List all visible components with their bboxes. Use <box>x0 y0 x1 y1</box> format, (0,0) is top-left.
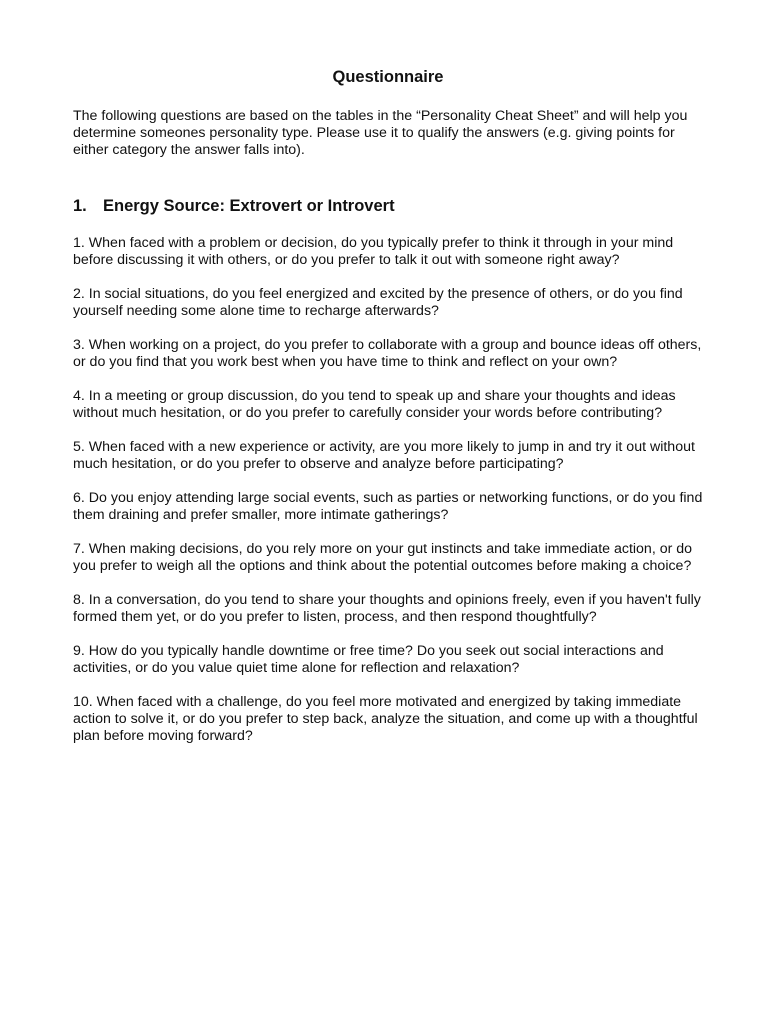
question-item: 4. In a meeting or group discussion, do you tend to speak up and share your thoughts and ideas without much hesitation, or do you prefer to carefully consider your words before contributing? <box>73 388 676 421</box>
intro-paragraph: The following questions are based on the tables in the “Personality Cheat Sheet” and will help you determine someones personality type. Please use it to qualify the answers (e.g. giving points for either category the answer falls into). <box>73 108 688 158</box>
section-heading <box>73 195 703 217</box>
question-item: 2. In social situations, do you feel energized and excited by the presence of others, or do you find yourself needing some alone time to recharge afterwards? <box>73 286 683 319</box>
document-page <box>73 66 703 762</box>
question-item: 3. When working on a project, do you prefer to collaborate with a group and bounce ideas off others, or do you find that you work best when you have time to think and reflect on your own? <box>73 337 702 370</box>
question-item: 9. How do you typically handle downtime or free time? Do you seek out social interactions and activities, or do you value quiet time alone for reflection and relaxation? <box>73 643 664 676</box>
section-number: 1. <box>73 197 87 215</box>
document-title: Questionnaire <box>332 68 444 86</box>
question-item: 7. When making decisions, do you rely more on your gut instincts and take immediate action, or do you prefer to weigh all the options and think about the potential outcomes before making a choice? <box>73 541 693 574</box>
question-item: 6. Do you enjoy attending large social events, such as parties or networking functions, or do you find them draining and prefer smaller, more intimate gatherings? <box>73 490 703 523</box>
question-item: 8. In a conversation, do you tend to share your thoughts and opinions freely, even if you haven't fully formed them yet, or do you prefer to listen, process, and then respond thoughtfully? <box>73 592 701 625</box>
question-list <box>73 235 703 745</box>
section-title: Energy Source: Extrovert or Introvert <box>103 197 395 215</box>
question-item: 1. When faced with a problem or decision, do you typically prefer to think it through in your mind before discussing it with others, or do you prefer to talk it out with someone right away? <box>73 235 674 268</box>
question-item: 5. When faced with a new experience or activity, are you more likely to jump in and try it out without much hesitation, or do you prefer to observe and analyze before participating? <box>73 439 695 472</box>
question-item: 10. When faced with a challenge, do you feel more motivated and energized by taking immediate action to solve it, or do you prefer to step back, analyze the situation, and come up with a thoughtful plan before moving forward? <box>73 694 698 744</box>
